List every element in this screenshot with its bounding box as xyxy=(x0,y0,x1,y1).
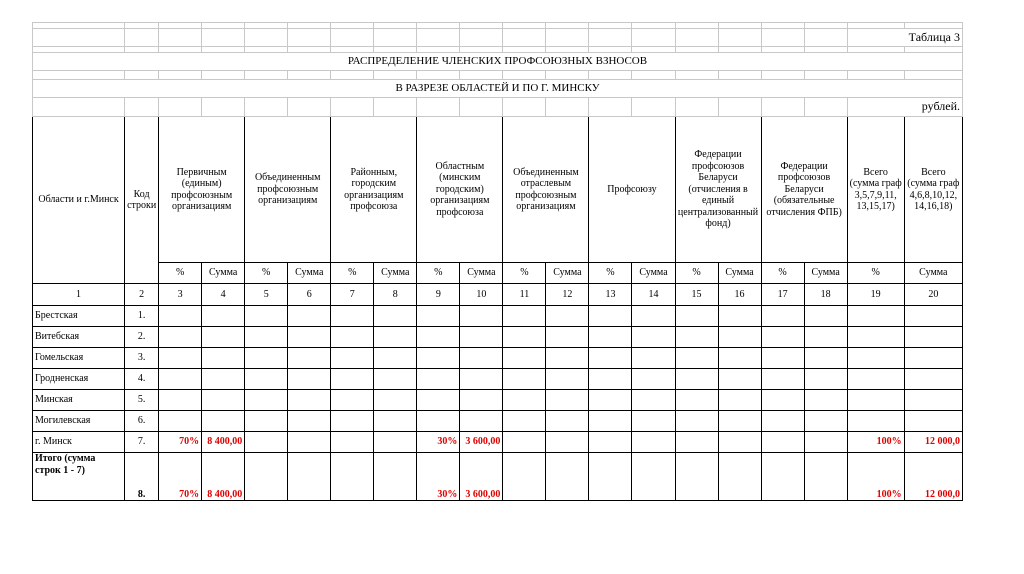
row-code: 6. xyxy=(125,411,159,432)
header-total-sum: Всего (сумма граф 4,6,8,10,12, 14,16,18) xyxy=(904,117,962,263)
row-region: Витебская xyxy=(33,327,125,348)
table-row xyxy=(33,348,963,369)
header-fpb-central: Федерации профсоюзов Беларуси (отчисления в единый централизованный фонд) xyxy=(675,117,761,263)
table-row xyxy=(33,369,963,390)
spreadsheet xyxy=(32,22,963,501)
cell-value: 12 000,0 xyxy=(904,453,962,501)
header-united: Объединенным профсоюзным организациям xyxy=(245,117,331,263)
cell-value: 30% xyxy=(417,432,460,453)
header-region: Области и г.Минск xyxy=(33,117,125,284)
subheader-row: % Сумма % Сумма % Сумма % Сумма % Сумма % Сумма % Сумма % Сумма % Сумма xyxy=(33,263,963,284)
cell-value: 70% xyxy=(159,432,202,453)
contributions-table xyxy=(32,22,963,501)
cell-value: 100% xyxy=(847,432,904,453)
cell-value: 30% xyxy=(417,453,460,501)
cell-value: 8 400,00 xyxy=(202,453,245,501)
header-union: Профсоюзу xyxy=(589,117,675,263)
cell-value: 70% xyxy=(159,453,202,501)
table-number: Таблица 3 xyxy=(847,29,962,47)
cell-value: 3 600,00 xyxy=(460,453,503,501)
header-regional: Областным (минским городским) организациям профсоюза xyxy=(417,117,503,263)
row-region: Гродненская xyxy=(33,369,125,390)
column-number-row: 1 2 3 4 5 6 7 8 9 10 11 12 13 14 15 16 17 18 19 20 xyxy=(33,284,963,306)
row-region: Брестская xyxy=(33,306,125,327)
table-row xyxy=(33,411,963,432)
units-label: рублей. xyxy=(847,98,962,117)
header-district: Районным, городским организациям профсоюза xyxy=(331,117,417,263)
row-code: 7. xyxy=(125,432,159,453)
row-code: 1. xyxy=(125,306,159,327)
row-code: 5. xyxy=(125,390,159,411)
header-sectoral: Объединенным отраслевым профсоюзным организациям xyxy=(503,117,589,263)
row-code: 2. xyxy=(125,327,159,348)
cell-value: 8 400,00 xyxy=(202,432,245,453)
cell-value: 100% xyxy=(847,453,904,501)
row-code: 3. xyxy=(125,348,159,369)
header-fpb-mandatory: Федерации профсоюзов Беларуси (обязательные отчисления ФПБ) xyxy=(761,117,847,263)
total-label: Итого (сумма строк 1 - 7) xyxy=(33,453,125,501)
title-line-2: В РАЗРЕЗЕ ОБЛАСТЕЙ И ПО Г. МИНСКУ xyxy=(33,80,963,98)
header-total-pct: Всего (сумма граф 3,5,7,9,11, 13,15,17) xyxy=(847,117,904,263)
table-row xyxy=(33,432,963,453)
header-row xyxy=(33,117,963,263)
table-row xyxy=(33,327,963,348)
row-region: Могилевская xyxy=(33,411,125,432)
cell-value: 12 000,0 xyxy=(904,432,962,453)
total-code: 8. xyxy=(125,453,159,501)
row-region: г. Минск xyxy=(33,432,125,453)
cell-value: 3 600,00 xyxy=(460,432,503,453)
header-code: Код строки xyxy=(125,117,159,284)
title-line-1: РАСПРЕДЕЛЕНИЕ ЧЛЕНСКИХ ПРОФСОЮЗНЫХ ВЗНОСОВ xyxy=(33,53,963,71)
table-row xyxy=(33,306,963,327)
table-row xyxy=(33,390,963,411)
row-code: 4. xyxy=(125,369,159,390)
total-row xyxy=(33,453,963,501)
row-region: Минская xyxy=(33,390,125,411)
row-region: Гомельская xyxy=(33,348,125,369)
header-primary: Первичным (единым) профсоюзным организациям xyxy=(159,117,245,263)
